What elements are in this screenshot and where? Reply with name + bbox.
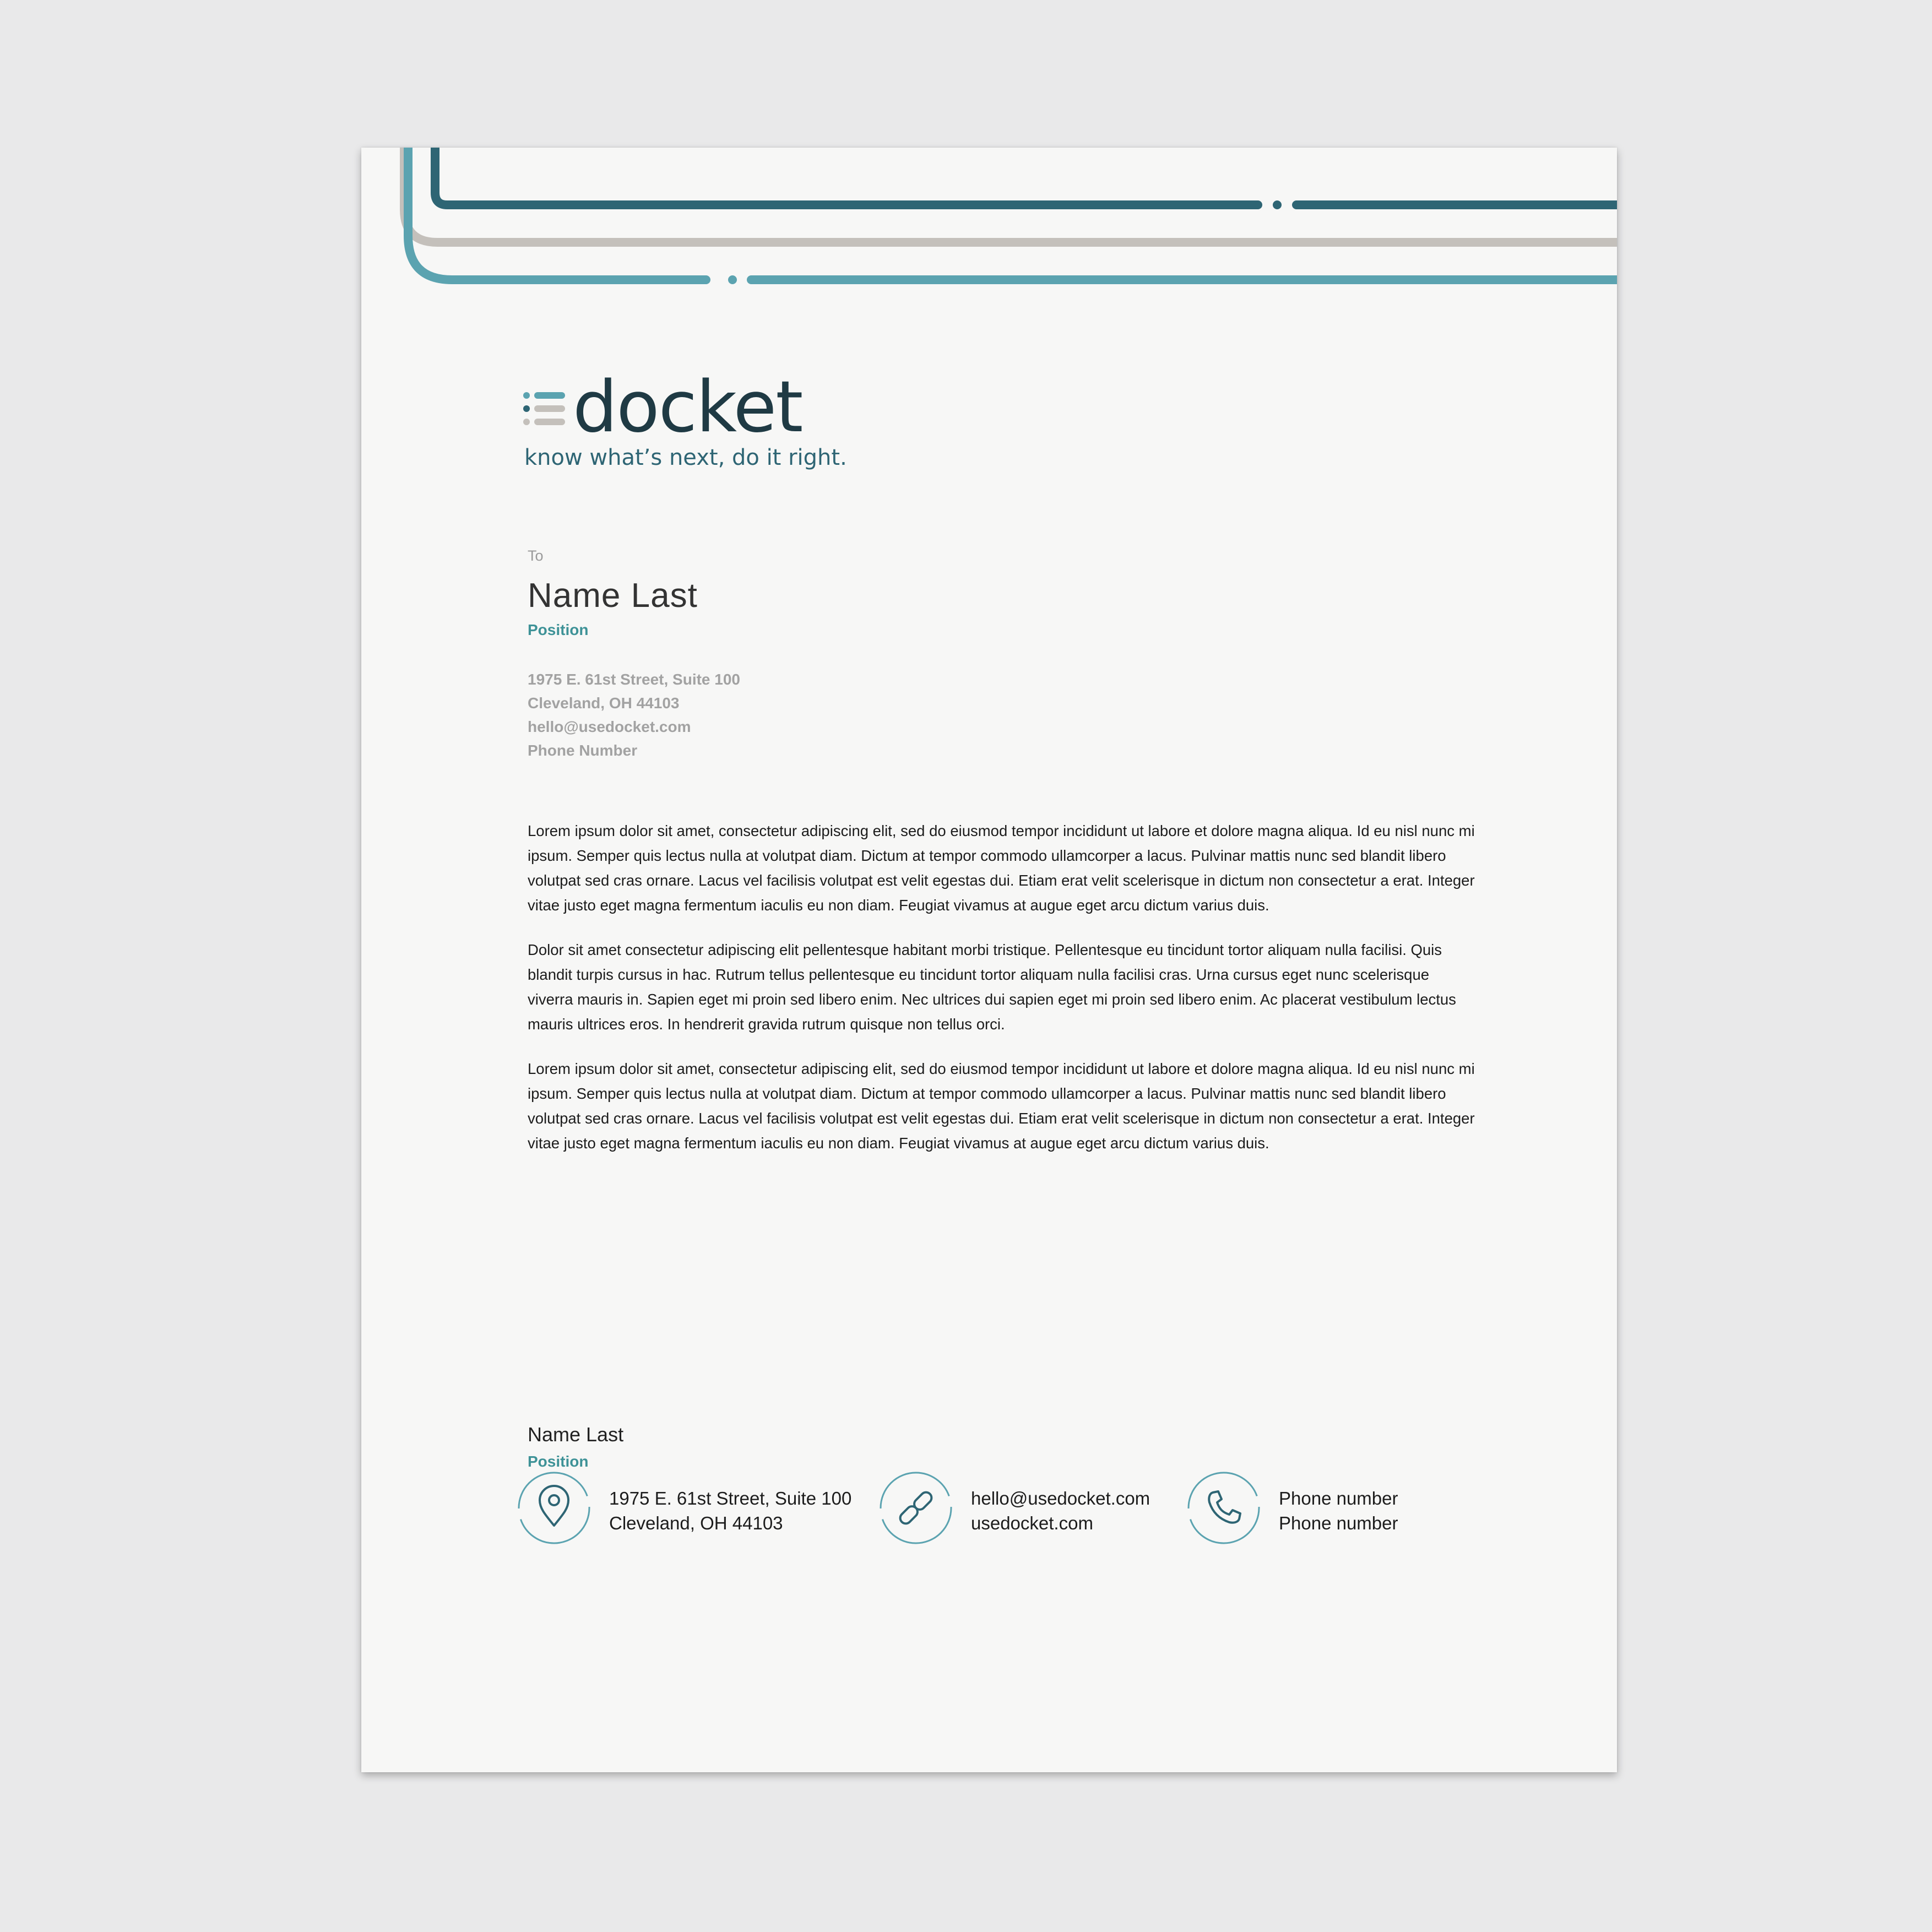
body-paragraph: Lorem ipsum dolor sit amet, consectetur adipiscing elit, sed do eiusmod tempor incididunt ut labore et dolore magna aliqua. Id eu nisl nunc mi ipsum. Semper quis lectus nulla at volutpat diam. Dictum at tempor commodo ullamcorper a lacus. Pulvinar mattis nunc sed blandit libero volutpat sed cras ornare. Lacus vel facilisis volutpat est velit egestas dui. Etiam erat velit scelerisque in dictum non consectetur a erat. Integer vitae justo eget magna fermentum iaculis eu non diam. Feugiat vivamus at augue eget arcu dictum varius duis. [528,1060,1475,1152]
docket-logo [523,366,821,451]
recipient-phone: Phone Number [528,742,638,759]
footer-phone-text [1279,1486,1398,1535]
logo-wordmark: docket [573,366,802,448]
phone-icon [1185,1469,1262,1546]
footer-email[interactable]: hello@usedocket.com [971,1488,1150,1508]
header-decorative-lines [361,148,1617,313]
footer-address-line: Cleveland, OH 44103 [609,1513,783,1533]
link-icon [877,1469,954,1546]
recipient-position: Position [528,621,589,638]
body-paragraph: Dolor sit amet consectetur adipiscing elit pellentesque habitant morbi tristique. Pellentesque eu tincidunt tortor aliquam nulla facilisi. Quis blandit turpis cursus in hac. Rutrum tellus pellentesque eu tincidunt tortor aliquam nulla facilisi cras. Urna cursus eget nunc scelerisque viverra mauris in. Sapien eget mi proin sed libero enim. Nec ultrices dui sapien eget mi proin sed libero enim. Ac placerat vestibulum lectus mauris ultrices eros. In hendrerit gravida rutrum quisque non tellus orci. [528,941,1456,1033]
recipient-street: 1975 E. 61st Street, Suite 100 [528,671,740,688]
letter-body [528,818,1475,1175]
recipient-name: Name Last [528,577,698,615]
footer-phone-line: Phone number [1279,1513,1398,1533]
recipient-email: hello@usedocket.com [528,718,691,735]
signature-name: Name Last [528,1423,624,1446]
footer-web-text [971,1486,1150,1535]
footer-phone-line: Phone number [1279,1488,1398,1508]
letterhead-sheet [361,148,1617,1772]
recipient-label: To [528,547,544,564]
brand-tagline: know what’s next, do it right. [524,445,847,470]
docket-logo-mark [523,390,567,434]
footer-address-line: 1975 E. 61st Street, Suite 100 [609,1488,852,1508]
footer-address-text [609,1486,851,1535]
recipient-city: Cleveland, OH 44103 [528,694,680,712]
signature-position: Position [528,1453,589,1470]
footer-website[interactable]: usedocket.com [971,1513,1093,1533]
map-pin-icon [515,1469,593,1546]
recipient-address-block [528,667,740,762]
body-paragraph: Lorem ipsum dolor sit amet, consectetur adipiscing elit, sed do eiusmod tempor incididunt ut labore et dolore magna aliqua. Id eu nisl nunc mi ipsum. Semper quis lectus nulla at volutpat diam. Dictum at tempor commodo ullamcorper a lacus. Pulvinar mattis nunc sed blandit libero volutpat sed cras ornare. Lacus vel facilisis volutpat est velit egestas dui. Etiam erat velit scelerisque in dictum non consectetur a erat. Integer vitae justo eget magna fermentum iaculis eu non diam. Feugiat vivamus at augue eget arcu dictum varius duis. [528,822,1475,914]
